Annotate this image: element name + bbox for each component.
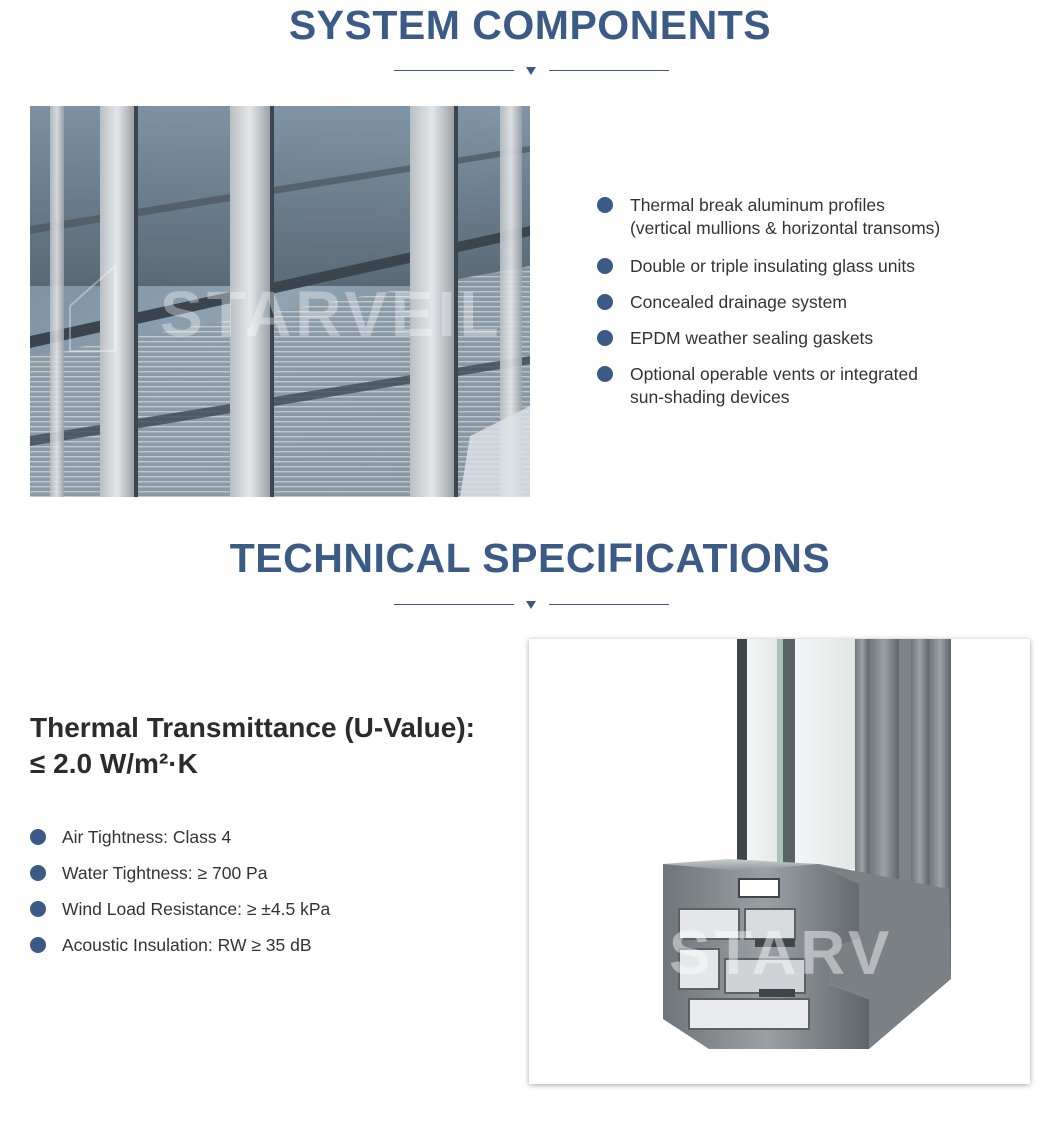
list-item [597, 194, 1037, 240]
component-line: EPDM weather sealing gaskets [630, 328, 874, 348]
bullet-dot-icon [597, 366, 613, 382]
list-item [30, 862, 510, 898]
spec-text: Wind Load Resistance: ≥ ±4.5 kPa [62, 899, 331, 919]
triangle-down-icon [526, 601, 536, 609]
list-item [30, 826, 510, 862]
list-item [30, 934, 510, 970]
component-line: Thermal break aluminum profiles [630, 195, 885, 215]
spec-text: Acoustic Insulation: RW ≥ 35 dB [62, 935, 312, 955]
u-value-value: ≤ 2.0 W/m²·K [30, 748, 198, 779]
watermark-text: STARV [669, 919, 894, 988]
component-line: (vertical mullions & horizontal transoms) [630, 218, 941, 238]
list-item [597, 255, 1037, 278]
component-line: Double or triple insulating glass units [630, 256, 916, 276]
watermark-text: STARVEIL [160, 278, 503, 350]
aluminum-profile-image [529, 639, 1030, 1084]
bullet-dot-icon [30, 865, 46, 881]
list-item [597, 291, 1037, 314]
list-item [597, 363, 1037, 409]
bullet-dot-icon [597, 258, 613, 274]
list-item [30, 898, 510, 934]
technical-specifications-title: TECHNICAL SPECIFICATIONS [229, 535, 831, 581]
bullet-dot-icon [30, 937, 46, 953]
list-item [597, 327, 1037, 350]
section-divider [394, 64, 669, 78]
specs-list [30, 826, 510, 970]
bullet-dot-icon [597, 330, 613, 346]
u-value-label: Thermal Transmittance (U-Value): [30, 712, 476, 743]
system-components-title: SYSTEM COMPONENTS [288, 2, 772, 48]
components-list [597, 194, 1037, 409]
spec-text: Air Tightness: Class 4 [62, 827, 232, 847]
component-line: Concealed drainage system [630, 292, 847, 312]
bullet-dot-icon [30, 901, 46, 917]
component-line: sun-shading devices [630, 387, 790, 407]
bullet-dot-icon [30, 829, 46, 845]
u-value-headline [30, 710, 520, 782]
bullet-dot-icon [597, 197, 613, 213]
triangle-down-icon [526, 67, 536, 75]
curtain-wall-facade-image [30, 106, 530, 497]
component-line: Optional operable vents or integrated [630, 364, 918, 384]
bullet-dot-icon [597, 294, 613, 310]
spec-text: Water Tightness: ≥ 700 Pa [62, 863, 268, 883]
section-divider [394, 598, 669, 612]
